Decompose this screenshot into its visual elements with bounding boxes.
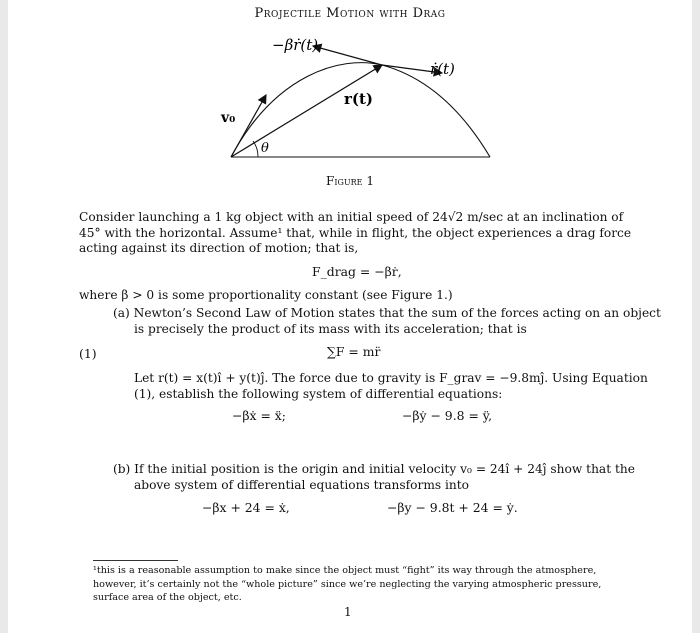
system-a-left: −βẋ = ẍ; <box>232 408 286 423</box>
let-line: (1), establish the following system of differential equations: <box>134 386 503 401</box>
system-b-left: −βx + 24 = ẋ, <box>202 500 290 515</box>
projectile-figure <box>0 0 700 175</box>
angle-label: θ <box>261 141 269 156</box>
let-line: Let r(t) = x(t)î + y(t)ĵ. The force due to gravity is F_grav = −9.8mĵ. Using Equation <box>134 371 648 385</box>
part-a-line: is precisely the product of its mass with its acceleration; that is <box>134 321 527 336</box>
intro-line: 45° with the horizontal. Assume¹ that, while in flight, the object experiences a drag force <box>79 225 632 240</box>
part-a <box>113 306 661 337</box>
part-b-line: above system of differential equations transforms into <box>134 477 470 492</box>
system-a-right: −βẏ − 9.8 = ÿ, <box>402 408 493 423</box>
page-title: Projectile Motion with Drag <box>254 6 446 21</box>
velocity-label: ṙ(t) <box>430 60 455 78</box>
part-b <box>113 462 635 493</box>
position-vector <box>231 65 382 157</box>
system-b-right: −βy − 9.8t + 24 = ẏ. <box>387 500 518 515</box>
drag-equation: F_drag = −βṙ, <box>312 264 402 279</box>
initial-velocity-label: v₀ <box>221 110 236 126</box>
footnote <box>93 564 601 605</box>
part-a-line: (a) Newton’s Second Law of Motion states that the sum of the forces acting on an object <box>113 306 661 320</box>
part-b-line: (b) If the initial position is the origin and initial velocity v₀ = 24î + 24ĵ show that the <box>113 462 635 476</box>
footnote-line: ¹this is a reasonable assumption to make since the object must “fight” its way through the atmosphere, <box>93 565 597 576</box>
intro-paragraph <box>79 210 631 257</box>
intro-line: acting against its direction of motion; that is, <box>79 241 359 255</box>
equation-number-1: (1) <box>79 346 97 361</box>
footnote-line: surface area of the object, etc. <box>93 592 242 603</box>
position-label: r(t) <box>344 90 374 108</box>
page-number: 1 <box>344 605 352 619</box>
newton-equation: ∑F = mr̈ <box>327 344 381 359</box>
where-line: where β > 0 is some proportionality constant (see Figure 1.) <box>79 288 453 302</box>
footnote-rule <box>93 560 178 561</box>
figure-caption: Figure 1 <box>326 174 374 188</box>
intro-line: Consider launching a 1 kg object with an initial speed of 24√2 m/sec at an inclination of <box>79 210 624 224</box>
let-paragraph <box>134 371 648 402</box>
drag-vector <box>313 46 382 65</box>
drag-label: −βṙ(t) <box>272 36 319 54</box>
footnote-line: however, it’s certainly not the “whole picture” since we’re neglecting the varying atmospheric pressure, <box>93 578 602 590</box>
